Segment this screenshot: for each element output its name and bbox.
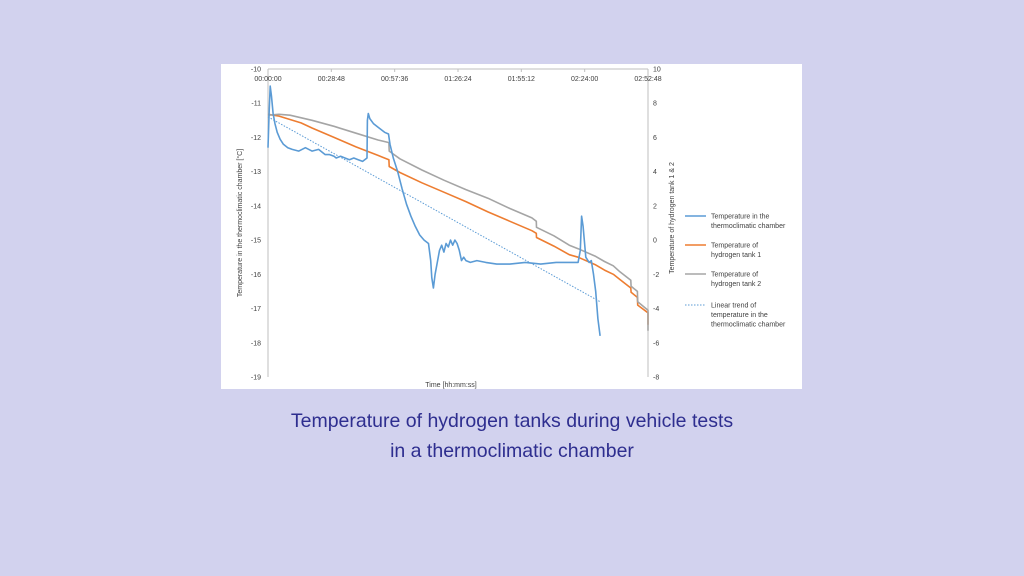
legend-tank-1-label: Temperature of hydrogen tank 1 — [711, 242, 762, 259]
chart-panel — [221, 64, 802, 389]
x-tick-label: 02:52:48 — [634, 76, 662, 83]
y-left-tick-label: -17 — [250, 306, 261, 314]
x-tick-label: 00:57:36 — [381, 76, 409, 83]
y-axis-left-title: Temperature in the thermoclimatic chamber [°C] — [237, 148, 244, 298]
y-right-tick-label: -4 — [653, 306, 660, 314]
x-axis-title: Time [hh:mm:ss] — [425, 382, 477, 389]
x-tick-label: 00:00:00 — [254, 76, 282, 83]
x-tick-label: 00:28:48 — [317, 76, 345, 83]
chamber-trend-line — [268, 117, 600, 302]
y-right-tick-label: 4 — [653, 169, 657, 177]
y-axis-right-title: Temperature of hydrogen tank 1 & 2 — [669, 162, 676, 274]
y-left-tick-label: -15 — [250, 237, 261, 245]
line-chart — [221, 64, 802, 389]
legend-tank-2-label: Temperature of hydrogen tank 2 — [711, 271, 762, 288]
y-left-tick-label: -10 — [250, 66, 261, 74]
tank-1-temperature-line — [268, 114, 648, 324]
y-right-tick-label: 2 — [653, 203, 657, 211]
y-left-tick-label: -13 — [250, 169, 261, 177]
y-right-tick-label: 0 — [653, 237, 657, 245]
y-right-tick-label: 8 — [653, 100, 657, 108]
y-right-tick-label: -2 — [653, 271, 660, 279]
y-left-tick-label: -14 — [250, 203, 261, 211]
x-tick-label: 01:55:12 — [507, 76, 535, 83]
y-right-tick-label: 6 — [653, 134, 657, 142]
x-tick-label: 02:24:00 — [571, 76, 599, 83]
chamber-temperature-line — [268, 86, 600, 336]
legend-trend-label: Linear trend of temperature in the thermoclimatic chamber — [711, 302, 786, 329]
y-left-tick-label: -12 — [250, 134, 261, 142]
caption-line-2: in a thermoclimatic chamber — [390, 440, 634, 462]
y-left-tick-label: -11 — [251, 100, 261, 108]
y-right-tick-label: -6 — [653, 340, 660, 348]
legend-chamber-label: Temperature in the thermoclimatic chamber — [711, 213, 786, 230]
caption-line-1: Temperature of hydrogen tanks during vehicle tests — [290, 410, 734, 432]
y-right-tick-label: -8 — [653, 374, 660, 382]
y-left-tick-label: -19 — [250, 374, 261, 382]
y-right-tick-label: 10 — [653, 66, 661, 74]
y-left-tick-label: -18 — [250, 340, 261, 348]
y-left-tick-label: -16 — [250, 271, 261, 279]
x-tick-label: 01:26:24 — [444, 76, 472, 83]
